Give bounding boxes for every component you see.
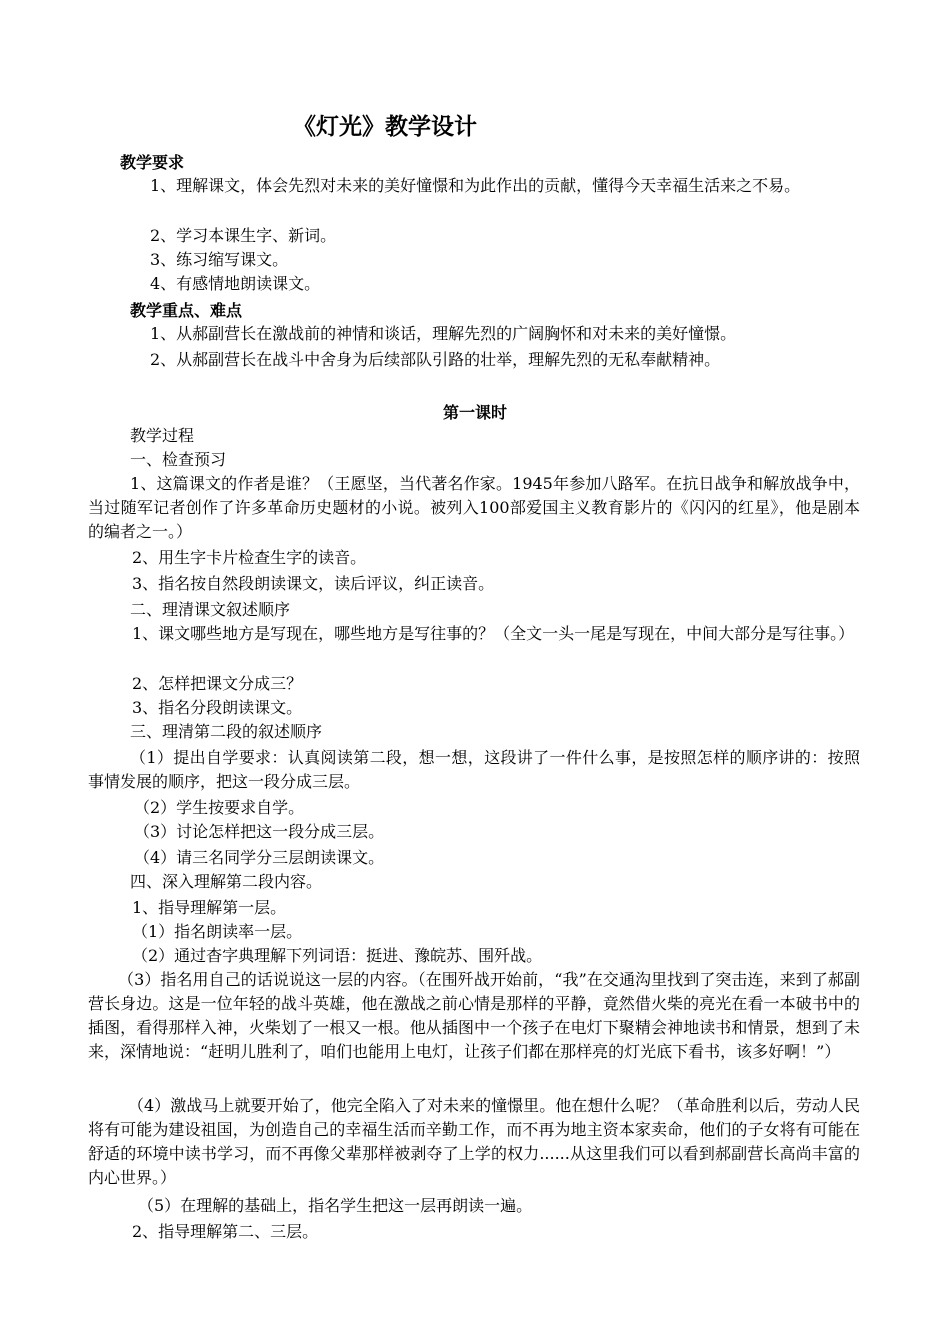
key-point-item-1: 1、从郝副营长在激战前的神情和谈话，理解先烈的广阔胸怀和对未来的美好憧憬。 [150, 324, 737, 343]
section-3-item-4: （4）请三名同学分三层朗读课文。 [134, 848, 385, 867]
section-2-item-3: 3、指名分段朗读课文。 [132, 698, 303, 717]
section-4-item-1c: （3）指名用自己的话说说这一层的内容。（在围歼战开始前，“我”在交通沟里找到了突击连，来到了郝副营长身边。这是一位年轻的战斗英雄，他在激战之前心情是那样的平静，竟然借火柴的亮光在看一本破书中的插图，看得那样入神，火柴划了一根又一根。他从插图中一个孩子在电灯下聚精会神地读书和情景，想到了未来，深情地说：“赶明儿胜利了，咱们也能用上电灯，让孩子们都在那样亮的灯光底下看书，该多好啊！”） [88, 970, 860, 1061]
process-heading: 教学过程 [130, 426, 195, 445]
section-2-item-1: 1、课文哪些地方是写现在，哪些地方是写往事的？（全文一头一尾是写现在，中间大部分是写往事。） [132, 624, 855, 643]
section-4-item-1e: （5）在理解的基础上，指名学生把这一层再朗读一遍。 [138, 1196, 533, 1215]
key-point-item-2: 2、从郝副营长在战斗中舍身为后续部队引路的壮举，理解先烈的无私奉献精神。 [150, 350, 721, 369]
section-2-title: 二、理清课文叙述顺序 [130, 600, 291, 619]
section-2-item-2: 2、怎样把课文分成三？ [132, 674, 303, 693]
lesson-title: 第一课时 [442, 403, 507, 422]
document-title: 《灯光》教学设计 [293, 114, 477, 140]
section-3-item-3: （3）讨论怎样把这一段分成三层。 [134, 822, 385, 841]
section-1-item-1: 1、这篇课文的作者是谁？（王愿坚，当代著名作家。1945年参加八路军。在抗日战争和解放战争中，当过随军记者创作了许多革命历史题材的小说。被列入100部爱国主义教育影片的《闪闪的红星》，他是剧本的编者之一。） [88, 474, 860, 541]
section-4-item-1a: （1）指名朗读率一层。 [132, 922, 303, 941]
section-4-item-1d: （4）激战马上就要开始了，他完全陷入了对未来的憧憬里。他在想什么呢？（革命胜利以后，劳动人民将有可能为建设祖国，为创造自己的幸福生活而辛勤工作，而不再为地主资本家卖命，他们的子女将有可能在舒适的环境中读书学习，而不再像父辈那样被剥夺了上学的权力......从这里我们可以看到郝副营长高尚丰富的内心世界。） [88, 1096, 860, 1187]
requirement-item-1: 1、理解课文，体会先烈对未来的美好憧憬和为此作出的贡献，懂得今天幸福生活来之不易。 [150, 176, 801, 195]
requirement-item-3: 3、练习缩写课文。 [150, 250, 289, 269]
requirement-item-4: 4、有感情地朗读课文。 [150, 274, 321, 293]
requirements-heading: 教学要求 [120, 153, 185, 172]
section-4-item-1b: （2）通过杳字典理解下列词语：挺进、豫皖苏、围歼战。 [132, 946, 543, 965]
key-points-heading: 教学重点、难点 [130, 301, 243, 320]
section-3-item-1: （1）提出自学要求：认真阅读第二段，想一想，这段讲了一件什么事，是按照怎样的顺序讲的：按照事情发展的顺序，把这一段分成三层。 [88, 748, 860, 791]
section-3-item-2: （2）学生按要求自学。 [134, 798, 305, 817]
section-1-item-3: 3、指名按自然段朗读课文，读后评议，纠正读音。 [132, 574, 495, 593]
section-4-title: 四、深入理解第二段内容。 [130, 872, 323, 891]
section-1-title: 一、检查预习 [130, 450, 227, 469]
section-1-item-2: 2、用生字卡片检查生字的读音。 [132, 548, 367, 567]
section-4-item-2: 2、指导理解第二、三层。 [132, 1222, 319, 1241]
section-3-title: 三、理清第二段的叙述顺序 [130, 722, 323, 741]
requirement-item-2: 2、学习本课生字、新词。 [150, 226, 337, 245]
section-4-item-1: 1、指导理解第一层。 [132, 898, 287, 917]
